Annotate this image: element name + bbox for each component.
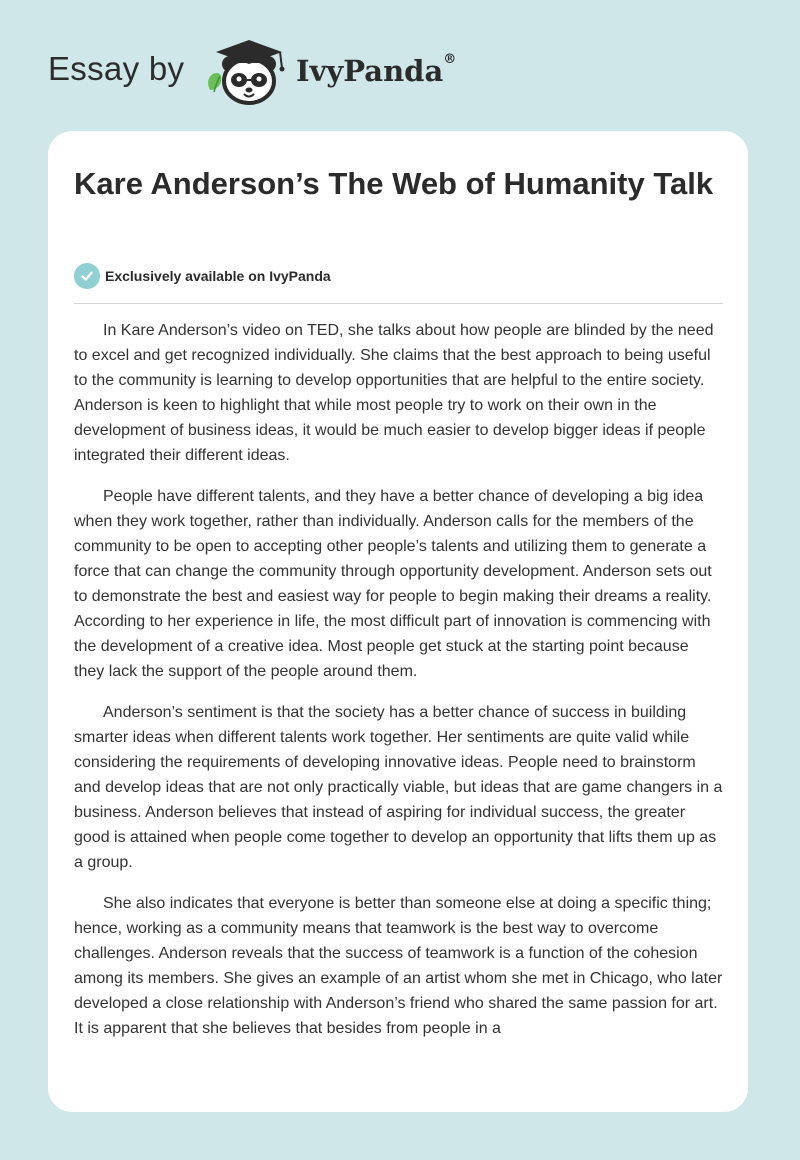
- essay-by-label: Essay by: [48, 50, 185, 87]
- badge-text: Exclusively available on IvyPanda: [105, 268, 331, 284]
- essay-title: Kare Anderson’s The Web of Humanity Talk: [74, 166, 714, 201]
- site-header: [48, 34, 568, 114]
- paragraph: People have different talents, and they have a better chance of developing a big idea when they work together, rather than individually. Anderson calls for the members of the community to be open to accepting other people’s talents and utilizing them to generate a force that can change the community through opportunity development. Anderson sets out to demonstrate the best and easiest way for people to begin making their dreams a reality. According to her experience in life, the most difficult part of innovation is commencing with the development of a creative idea. Most people get stuck at the starting point because they lack the support of the people around them.: [74, 488, 712, 680]
- paragraph: Anderson’s sentiment is that the society has a better chance of success in building smarter ideas when different talents work together. Her sentiments are quite valid while considering the requirements of developing innovative ideas. People need to brainstorm and develop ideas that are not only practically viable, but ideas that are game changers in a business. Anderson believes that instead of aspiring for individual success, the greater good is attained when people come together to develop an opportunity that lifts them up as a group.: [74, 704, 723, 871]
- paragraph: In Kare Anderson’s video on TED, she talks about how people are blinded by the need to excel and get recognized individually. She claims that the best approach to being useful to the community is learning to develop opportunities that are helpful to the entire society. Anderson is keen to highlight that while most people try to work on their own in the development of business ideas, it would be much easier to develop bigger ideas if people integrated their different ideas.: [74, 322, 714, 464]
- brand-name[interactable]: IvyPanda®: [296, 52, 457, 88]
- panda-logo-icon[interactable]: [202, 34, 292, 110]
- registered-mark: ®: [443, 52, 457, 67]
- paragraph: She also indicates that everyone is better than someone else at doing a specific thing; hence, working as a community means that teamwork is the best way to overcome challenges. Anderson reveals that the success of teamwork is a function of the cohesion among its members. She gives an example of an artist whom she met in Chicago, who later developed a close relationship with Anderson’s friend who shared the same passion for art. It is apparent that she believes that besides from people in a: [74, 895, 723, 1037]
- divider: [74, 303, 723, 304]
- exclusive-badge: [74, 263, 331, 289]
- essay-body: [74, 318, 723, 1057]
- essay-card: [48, 131, 748, 1112]
- check-icon: [74, 263, 100, 289]
